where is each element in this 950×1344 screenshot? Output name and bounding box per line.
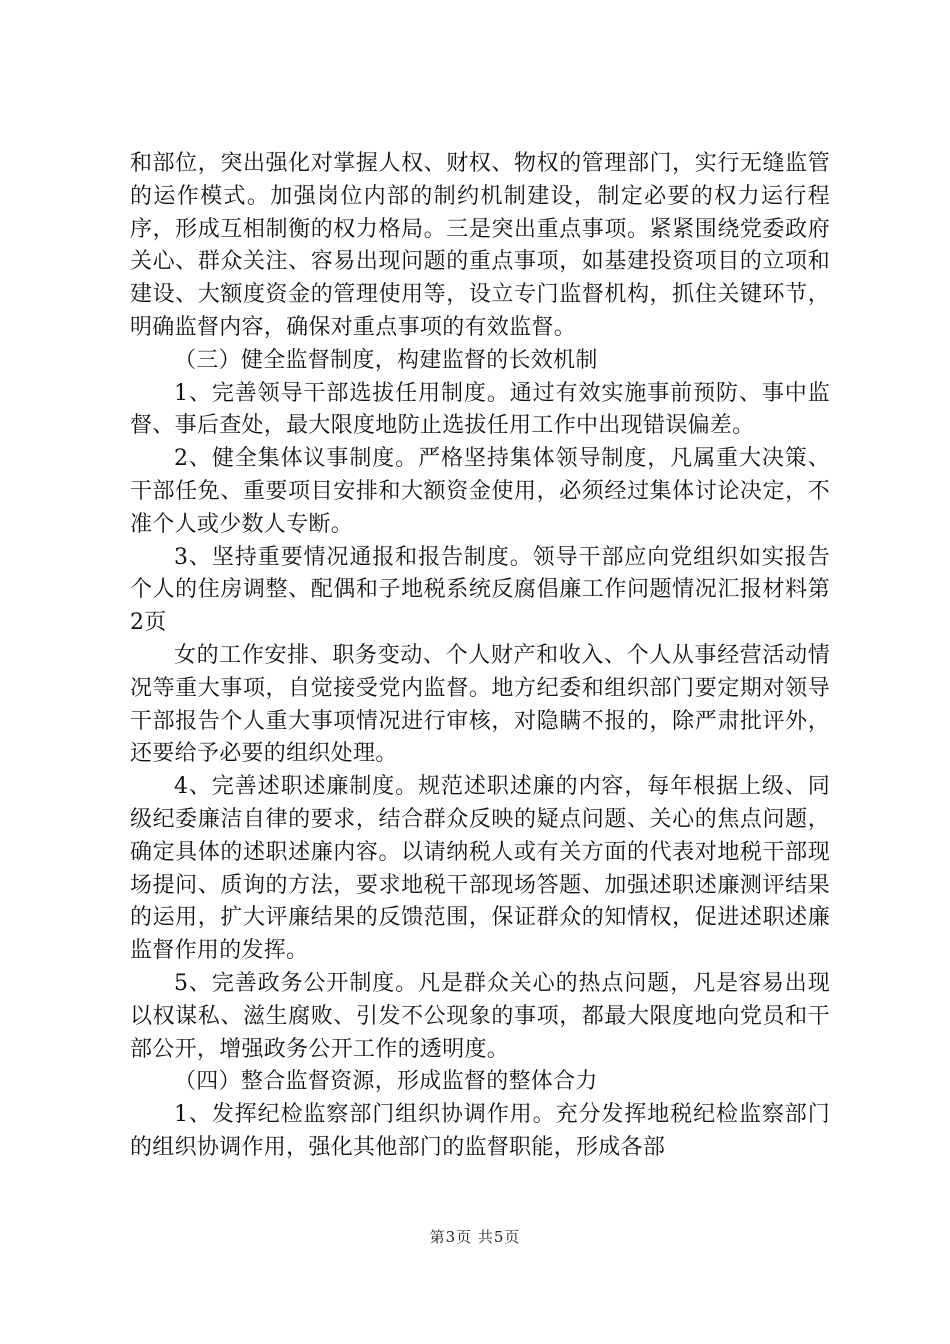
body-paragraph: 2、健全集体议事制度。严格坚持集体领导制度，凡属重大决策、干部任免、重要项目安排和大额资金使用，必须经过集体讨论决定，不准个人或少数人专断。 — [130, 446, 830, 537]
page-number-footer: 第3页 共5页 — [429, 1228, 521, 1246]
section-heading: （三）健全监督制度，构建监督的长效机制 — [174, 347, 598, 373]
body-paragraph: 1、发挥纪检监察部门组织协调作用。充分发挥地税纪检监察部门的组织协调作用，强化其他部门的监督职能，形成各部 — [130, 1102, 830, 1160]
body-paragraph: 5、完善政务公开制度。凡是群众关心的热点问题，凡是容易出现以权谋私、滋生腐败、引发不公现象的事项，都最大限度地向党员和干部公开，增强政务公开工作的透明度。 — [130, 970, 830, 1062]
body-paragraph: 1、完善领导干部选拔任用制度。通过有效实施事前预防、事中监督、事后查处，最大限度地防止选拔任用工作中出现错误偏差。 — [130, 380, 830, 439]
section-heading: （四）整合监督资源，形成监督的整体合力 — [174, 1069, 598, 1095]
body-paragraph: 4、完善述职述廉制度。规范述职述廉的内容，每年根据上级、同级纪委廉洁自律的要求，结合群众反映的疑点问题、关心的焦点问题，确定具体的述职述廉内容。以请纳税人或有关方面的代表对地税干部现场提问、质询的方法，要求地税干部现场答题、加强述职述廉测评结果的运用，扩大评廉结果的反馈范围，保证群众的知情权，促进述职述廉监督作用的发挥。 — [130, 774, 830, 964]
document-body — [130, 148, 830, 1165]
body-paragraph: 和部位，突出强化对掌握人权、财权、物权的管理部门，实行无缝监管的运作模式。加强岗位内部的制约机制建设，制定必要的权力运行程序，形成互相制衡的权力格局。三是突出重点事项。紧紧围绕党委政府关心、群众关注、容易出现问题的重点事项，如基建投资项目的立项和建设、大额度资金的管理使用等，设立专门监督机构，抓住关键环节，明确监督内容，确保对重点事项的有效监督。 — [130, 151, 830, 340]
body-paragraph: 女的工作安排、职务变动、个人财产和收入、个人从事经营活动情况等重大事项，自觉接受党内监督。地方纪委和组织部门要定期对领导干部报告个人重大事项情况进行审核，对隐瞒不报的，除严肃批评外，还要给予必要的组织处理。 — [130, 642, 830, 767]
body-paragraph: 3、坚持重要情况通报和报告制度。领导干部应向党组织如实报告个人的住房调整、配偶和子地税系统反腐倡廉工作问题情况汇报材料第2页 — [130, 544, 830, 636]
